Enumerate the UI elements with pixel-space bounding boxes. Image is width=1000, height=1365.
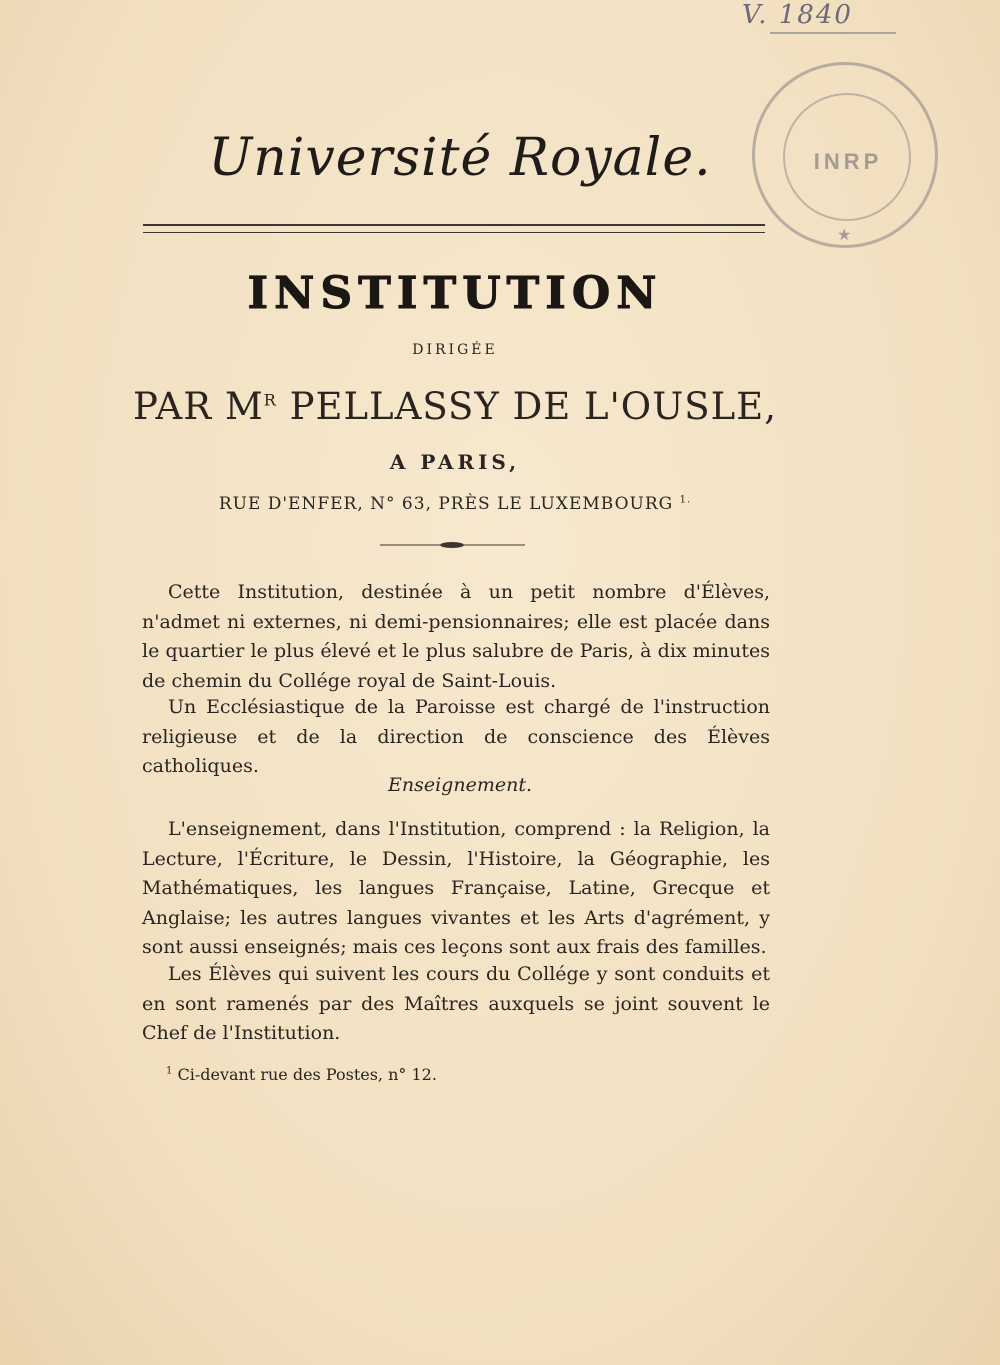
ornament-divider [380,538,525,552]
address-line [150,494,760,514]
institution-heading: INSTITUTION [247,268,663,319]
handwritten-annotation: V. 1840 [742,0,853,30]
annotation-underline [770,32,896,34]
paragraph-intro: Cette Institution, destinée à un petit nombre d'Élèves, n'admet ni externes, ni demi-pensionnaires; elle est placée dans le quartier le plus élevé et le plus salubre de Paris, à dix minutes de chemin du Collége royal de Saint-Louis. [142,581,770,692]
paragraph-religion: Un Ecclésiastique de la Paroisse est chargé de l'instruction religieuse et de la direction de conscience des Élèves catholiques. [142,696,770,777]
paragraph-enseignement: L'enseignement, dans l'Institution, comprend : la Religion, la Lecture, l'Écriture, le Dessin, l'Histoire, la Géographie, les Mathématiques, les langues Française, Latine, Grecque et Anglaise; les autres langues vivantes et les Arts d'agrément, y sont aussi enseignés; mais ces leçons sont aux frais des familles. [142,818,770,958]
city-line: A PARIS, [389,450,521,474]
footnote-text: Ci-devant rue des Postes, n° 12. [172,1065,437,1084]
director-line [100,385,810,428]
stamp-label: INRP [813,149,883,174]
director-name: PELLASSY DE L'OUSLE, [276,385,777,428]
director-prefix: PAR M [133,385,264,428]
footnote-mark: 1 [166,1065,173,1077]
footnote [166,1065,666,1084]
header-title: Université Royale. [208,128,712,188]
paragraph-college: Les Élèves qui suivent les cours du Collége y sont conduits et en sont ramenés par des Maîtres auxquels se joint souvent le Chef de l'Institution. [142,963,770,1044]
stamp-star-icon: ★ [837,225,852,244]
director-superscript: R [263,390,277,410]
address-note-mark: 1. [679,494,692,506]
header-rule [143,224,765,233]
address-text: RUE D'ENFER, N° 63, PRÈS LE LUXEMBOURG [218,494,674,514]
dirigee-label: DIRIGÉE [412,342,498,358]
section-title-enseignement: Enseignement. [388,774,532,796]
